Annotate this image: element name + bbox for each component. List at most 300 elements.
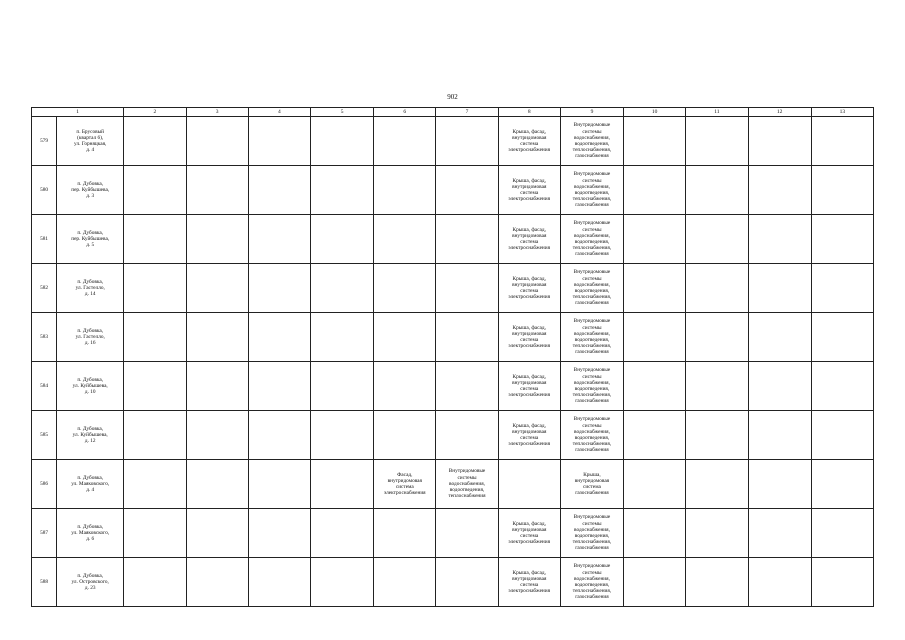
address-cell-line: ул. Гастелло,	[75, 333, 105, 340]
work-cell-7-line: теплоснабжения	[448, 493, 486, 500]
table-row	[32, 509, 874, 558]
address-cell-line: д. 23	[84, 585, 96, 592]
work-cell-8-line: система	[520, 435, 539, 441]
empty-cell	[310, 313, 373, 362]
empty-cell	[186, 313, 248, 362]
empty-cell	[124, 362, 186, 411]
empty-cell	[686, 166, 748, 215]
empty-cell	[811, 411, 873, 460]
work-cell-9-line: водоснабжения,	[573, 232, 610, 239]
work-cell-8-line: Крыша, фасад,	[512, 275, 546, 282]
work-cell-8	[498, 411, 560, 460]
work-cell-9-line: Внутридомовые	[573, 122, 611, 129]
address-cell	[57, 264, 124, 313]
work-cell-7-line: Внутридомовые	[448, 468, 486, 475]
table-row	[32, 166, 874, 215]
work-cell-9-line: газоснабжения	[575, 251, 609, 258]
address-cell-line: д. 16	[84, 340, 96, 347]
work-cell-8-line: внутридомовая	[512, 575, 547, 582]
column-header: 9	[560, 108, 623, 117]
address-cell-line: пер. Куйбышева,	[71, 235, 110, 242]
address-cell-line: п. Дубовка,	[77, 180, 104, 187]
column-header: 1	[32, 108, 124, 117]
work-cell-9-line: теплоснабжения,	[572, 294, 612, 301]
empty-cell	[686, 362, 748, 411]
work-cell-9-line: внутридомовая	[574, 477, 610, 484]
empty-cell	[248, 117, 310, 166]
work-cell-8-line: Крыша, фасад,	[512, 569, 546, 576]
work-cell-9-line: водоотведения,	[574, 239, 610, 245]
address-cell-line: д. 4	[86, 147, 95, 154]
empty-cell	[310, 411, 373, 460]
empty-cell	[624, 362, 686, 411]
work-cell-9-line: водоотведения,	[574, 582, 610, 588]
empty-cell	[811, 215, 873, 264]
row-number: 583	[32, 313, 57, 362]
empty-cell	[811, 558, 873, 607]
empty-cell	[310, 558, 373, 607]
address-cell	[57, 411, 124, 460]
empty-cell	[686, 460, 748, 509]
empty-cell	[748, 460, 811, 509]
address-cell-line: ул. Маяковского,	[71, 480, 110, 487]
work-cell-9-line: теплоснабжения,	[572, 392, 612, 399]
work-cell-7	[436, 264, 498, 313]
work-cell-9-line: водоснабжения,	[573, 281, 610, 288]
work-cell-9-line: водоснабжения,	[573, 330, 610, 337]
empty-cell	[310, 264, 373, 313]
work-cell-9-line: водоотведения,	[574, 533, 610, 539]
table-row	[32, 215, 874, 264]
work-cell-8-line: электроснабжения	[508, 441, 551, 448]
empty-cell	[811, 313, 873, 362]
work-cell-9-line: Внутридомовые	[573, 514, 611, 521]
empty-cell	[748, 166, 811, 215]
work-cell-9	[560, 215, 623, 264]
column-header: 13	[811, 108, 873, 117]
work-cell-8-line: электроснабжения	[508, 196, 551, 203]
work-cell-8-line: система	[520, 533, 539, 539]
column-header: 6	[374, 108, 436, 117]
work-cell-6-line: Фасад,	[397, 471, 413, 478]
empty-cell	[624, 264, 686, 313]
work-cell-6	[374, 215, 436, 264]
address-cell	[57, 215, 124, 264]
work-cell-9-line: водоотведения,	[574, 190, 610, 196]
work-cell-9-line: системы	[582, 226, 602, 233]
work-cell-7	[436, 166, 498, 215]
work-cell-8-line: внутридомовая	[512, 526, 547, 533]
work-cell-9-line: водоотведения,	[574, 435, 610, 441]
work-cell-8-line: электроснабжения	[508, 147, 551, 154]
row-number: 584	[32, 362, 57, 411]
work-cell-9	[560, 313, 623, 362]
empty-cell	[624, 313, 686, 362]
work-cell-9-line: газоснабжения	[575, 153, 609, 160]
empty-cell	[186, 117, 248, 166]
empty-cell	[748, 509, 811, 558]
work-cell-6	[374, 117, 436, 166]
row-number: 588	[32, 558, 57, 607]
work-cell-8-line: система	[520, 190, 539, 196]
work-cell-9	[560, 117, 623, 166]
empty-cell	[686, 313, 748, 362]
work-cell-7-line: водоотведения,	[449, 487, 485, 494]
work-cell-8-line: внутридомовая	[512, 379, 547, 386]
work-cell-9-line: газоснабжения	[575, 349, 609, 356]
column-header: 5	[310, 108, 373, 117]
empty-cell	[748, 117, 811, 166]
table-row	[32, 313, 874, 362]
table-row	[32, 362, 874, 411]
work-cell-9-line: Внутридомовые	[573, 416, 611, 423]
empty-cell	[686, 558, 748, 607]
work-cell-7	[436, 313, 498, 362]
work-cell-9-line: системы	[582, 177, 602, 184]
empty-cell	[624, 215, 686, 264]
work-cell-9-line: система	[583, 484, 601, 490]
work-cell-9	[560, 166, 623, 215]
work-cell-9-line: Внутридомовые	[573, 220, 611, 227]
address-cell-line: п. Дубовка,	[77, 474, 104, 481]
work-cell-9-line: теплоснабжения,	[572, 441, 612, 448]
empty-cell	[811, 509, 873, 558]
work-cell-7	[436, 117, 498, 166]
work-cell-8-line: Крыша, фасад,	[512, 226, 546, 233]
work-cell-9-line: теплоснабжения,	[572, 588, 612, 595]
work-cell-8	[498, 215, 560, 264]
address-cell-line: д. 5	[86, 242, 95, 249]
address-cell-line: п. Дубовка,	[77, 327, 104, 334]
work-cell-9-line: водоотведения,	[574, 386, 610, 392]
empty-cell	[310, 166, 373, 215]
work-cell-8-line: система	[520, 288, 539, 294]
work-cell-9-line: газоснабжения	[575, 398, 609, 405]
table-row	[32, 558, 874, 607]
address-cell-line: п. Дубовка,	[77, 425, 104, 432]
address-cell-line: д. 14	[84, 291, 96, 298]
work-cell-9-line: теплоснабжения,	[572, 147, 612, 154]
work-cell-8-line: система	[520, 386, 539, 392]
address-cell-line: п. Дубовка,	[77, 229, 104, 236]
column-header: 3	[186, 108, 248, 117]
address-cell-line: п. Дубовка,	[77, 523, 104, 530]
work-cell-9-line: водоотведения,	[574, 288, 610, 294]
empty-cell	[186, 362, 248, 411]
work-cell-9-line: водоснабжения,	[573, 134, 610, 141]
row-number: 585	[32, 411, 57, 460]
empty-cell	[248, 362, 310, 411]
work-cell-8-line: Крыша, фасад,	[512, 373, 546, 380]
empty-cell	[248, 460, 310, 509]
page-number: 902	[447, 93, 458, 101]
address-cell	[57, 460, 124, 509]
empty-cell	[811, 460, 873, 509]
address-cell-line: ул. Куйбышева,	[72, 431, 108, 438]
address-cell	[57, 166, 124, 215]
work-cell-8	[498, 166, 560, 215]
empty-cell	[624, 509, 686, 558]
row-number: 587	[32, 509, 57, 558]
work-cell-9-line: газоснабжения	[575, 490, 609, 497]
work-cell-9-line: системы	[582, 422, 602, 429]
work-cell-9-line: Крыша,	[583, 471, 601, 478]
work-cell-7-line: системы	[457, 474, 477, 481]
column-header: 4	[248, 108, 310, 117]
empty-cell	[248, 558, 310, 607]
work-cell-8-line: Крыша, фасад,	[512, 520, 546, 527]
address-cell-line: д. 6	[86, 536, 95, 543]
empty-cell	[686, 411, 748, 460]
table-row	[32, 264, 874, 313]
work-cell-9-line: теплоснабжения,	[572, 343, 612, 350]
empty-cell	[186, 264, 248, 313]
row-number: 580	[32, 166, 57, 215]
address-cell	[57, 313, 124, 362]
work-cell-9	[560, 362, 623, 411]
work-cell-8	[498, 117, 560, 166]
table-row	[32, 411, 874, 460]
work-cell-9-line: системы	[582, 324, 602, 331]
work-cell-8-line: внутридомовая	[512, 281, 547, 288]
work-cell-8-line: внутридомовая	[512, 134, 547, 141]
empty-cell	[624, 166, 686, 215]
empty-cell	[748, 411, 811, 460]
work-cell-7	[436, 558, 498, 607]
empty-cell	[186, 166, 248, 215]
work-cell-8-line: Крыша, фасад,	[512, 177, 546, 184]
empty-cell	[186, 215, 248, 264]
address-cell-line: п. Дубовка,	[77, 376, 104, 383]
work-cell-8-line: внутридомовая	[512, 183, 547, 190]
work-cell-8-line: система	[520, 141, 539, 147]
work-cell-8	[498, 264, 560, 313]
empty-cell	[686, 215, 748, 264]
empty-cell	[624, 411, 686, 460]
empty-cell	[186, 509, 248, 558]
work-cell-6	[374, 558, 436, 607]
row-number: 581	[32, 215, 57, 264]
empty-cell	[624, 117, 686, 166]
header-row	[32, 108, 874, 117]
address-cell	[57, 117, 124, 166]
work-cell-7	[436, 509, 498, 558]
empty-cell	[811, 117, 873, 166]
address-cell-line: ул. Островского,	[71, 578, 109, 585]
column-header: 7	[436, 108, 498, 117]
work-cell-9-line: Внутридомовые	[573, 563, 611, 570]
address-cell-line: д. 3	[86, 193, 95, 200]
work-cell-8-line: внутридомовая	[512, 232, 547, 239]
work-cell-7-line: водоснабжения,	[449, 480, 485, 487]
empty-cell	[310, 215, 373, 264]
work-cell-9-line: водоснабжения,	[573, 428, 610, 435]
work-cell-8-line: Крыша, фасад,	[512, 324, 546, 331]
empty-cell	[124, 460, 186, 509]
address-cell-line: ул. Горняцкая,	[74, 141, 107, 147]
work-cell-9-line: теплоснабжения,	[572, 196, 612, 203]
work-cell-8-line: электроснабжения	[508, 245, 551, 252]
work-cell-8-line: система	[520, 582, 539, 588]
work-cell-6	[374, 264, 436, 313]
empty-cell	[124, 558, 186, 607]
table-row	[32, 117, 874, 166]
work-cell-6	[374, 460, 436, 509]
column-header: 2	[124, 108, 186, 117]
work-cell-6-line: внутридомовая	[387, 477, 422, 484]
work-cell-9-line: газоснабжения	[575, 594, 609, 601]
row-number: 579	[32, 117, 57, 166]
work-cell-9-line: газоснабжения	[575, 545, 609, 552]
work-cell-9-line: водоснабжения,	[573, 183, 610, 190]
column-header: 8	[498, 108, 560, 117]
column-header: 10	[624, 108, 686, 117]
work-cell-8-line: электроснабжения	[508, 343, 551, 350]
work-cell-6	[374, 411, 436, 460]
work-cell-8-line: внутридомовая	[512, 330, 547, 337]
empty-cell	[686, 117, 748, 166]
work-cell-6-line: электроснабжения	[383, 490, 426, 497]
empty-cell	[811, 264, 873, 313]
empty-cell	[248, 313, 310, 362]
empty-cell	[124, 313, 186, 362]
work-cell-9-line: системы	[582, 128, 602, 135]
work-cell-9-line: Внутридомовые	[573, 269, 611, 276]
empty-cell	[310, 460, 373, 509]
work-cell-8-line: внутридомовая	[512, 428, 547, 435]
work-cell-9	[560, 509, 623, 558]
empty-cell	[748, 313, 811, 362]
empty-cell	[748, 558, 811, 607]
address-cell	[57, 362, 124, 411]
work-cell-9-line: Внутридомовые	[573, 318, 611, 325]
empty-cell	[748, 264, 811, 313]
address-cell-line: пер. Куйбышева,	[71, 186, 110, 193]
empty-cell	[124, 215, 186, 264]
work-cell-9-line: системы	[582, 275, 602, 282]
work-cell-9	[560, 411, 623, 460]
empty-cell	[248, 166, 310, 215]
work-cell-6	[374, 362, 436, 411]
empty-cell	[248, 215, 310, 264]
work-cell-9-line: Внутридомовые	[573, 367, 611, 374]
empty-cell	[124, 166, 186, 215]
work-cell-8	[498, 362, 560, 411]
address-cell-line: (квартал 6),	[77, 134, 104, 141]
work-cell-9-line: теплоснабжения,	[572, 539, 612, 546]
empty-cell	[186, 460, 248, 509]
work-cell-8	[498, 509, 560, 558]
address-cell-line: ул. Куйбышева,	[72, 382, 108, 389]
work-cell-9-line: водоснабжения,	[573, 379, 610, 386]
work-cell-7	[436, 411, 498, 460]
empty-cell	[248, 509, 310, 558]
work-cell-7	[436, 460, 498, 509]
empty-cell	[248, 411, 310, 460]
work-cell-8-line: система	[520, 239, 539, 245]
empty-cell	[310, 362, 373, 411]
work-cell-8-line: электроснабжения	[508, 539, 551, 546]
empty-cell	[310, 117, 373, 166]
work-cell-6-line: система	[395, 484, 414, 490]
empty-cell	[186, 411, 248, 460]
work-cell-9-line: газоснабжения	[575, 202, 609, 209]
empty-cell	[124, 117, 186, 166]
empty-cell	[686, 509, 748, 558]
work-cell-9-line: водоотведения,	[574, 337, 610, 343]
work-cell-6	[374, 313, 436, 362]
empty-cell	[686, 264, 748, 313]
work-cell-9-line: газоснабжения	[575, 447, 609, 454]
empty-cell	[124, 411, 186, 460]
empty-cell	[124, 509, 186, 558]
empty-cell	[624, 558, 686, 607]
work-cell-9-line: Внутридомовые	[573, 171, 611, 178]
address-cell	[57, 558, 124, 607]
work-cell-6	[374, 509, 436, 558]
work-cell-9-line: газоснабжения	[575, 300, 609, 307]
empty-cell	[624, 460, 686, 509]
work-cell-9	[560, 264, 623, 313]
work-cell-8-line: система	[520, 337, 539, 343]
work-cell-9-line: теплоснабжения,	[572, 245, 612, 252]
empty-cell	[124, 264, 186, 313]
work-cell-9-line: системы	[582, 373, 602, 380]
work-cell-9-line: водоснабжения,	[573, 526, 610, 533]
empty-cell	[748, 362, 811, 411]
address-cell-line: п. Дубовка,	[77, 278, 104, 285]
address-cell-line: д. 12	[84, 438, 96, 445]
work-cell-8	[498, 460, 560, 509]
row-number: 586	[32, 460, 57, 509]
work-cell-6	[374, 166, 436, 215]
work-cell-9-line: системы	[582, 520, 602, 527]
work-cell-9	[560, 558, 623, 607]
empty-cell	[811, 362, 873, 411]
register-table	[31, 107, 874, 607]
work-cell-7	[436, 362, 498, 411]
work-cell-9	[560, 460, 623, 509]
empty-cell	[748, 215, 811, 264]
row-number: 582	[32, 264, 57, 313]
work-cell-8-line: Крыша, фасад,	[512, 422, 546, 429]
register-body	[32, 117, 874, 607]
address-cell-line: ул. Маяковского,	[71, 529, 110, 536]
address-cell-line: п. Дубовка,	[77, 572, 104, 579]
work-cell-9-line: системы	[582, 569, 602, 576]
address-cell-line: п. Брусовый	[76, 128, 105, 135]
empty-cell	[186, 558, 248, 607]
empty-cell	[811, 166, 873, 215]
column-header: 12	[748, 108, 811, 117]
address-cell-line: д. 10	[84, 389, 96, 396]
address-cell-line: ул. Гастелло,	[75, 284, 105, 291]
work-cell-9-line: водоотведения,	[574, 141, 610, 147]
work-cell-8	[498, 313, 560, 362]
table-row	[32, 460, 874, 509]
work-cell-7	[436, 215, 498, 264]
work-cell-8-line: Крыша, фасад,	[512, 128, 546, 135]
work-cell-8-line: электроснабжения	[508, 392, 551, 399]
address-cell-line: д. 4	[86, 487, 95, 494]
work-cell-9-line: водоснабжения,	[573, 575, 610, 582]
empty-cell	[310, 509, 373, 558]
column-header: 11	[686, 108, 748, 117]
work-cell-8-line: электроснабжения	[508, 588, 551, 595]
address-cell	[57, 509, 124, 558]
empty-cell	[248, 264, 310, 313]
work-cell-8	[498, 558, 560, 607]
